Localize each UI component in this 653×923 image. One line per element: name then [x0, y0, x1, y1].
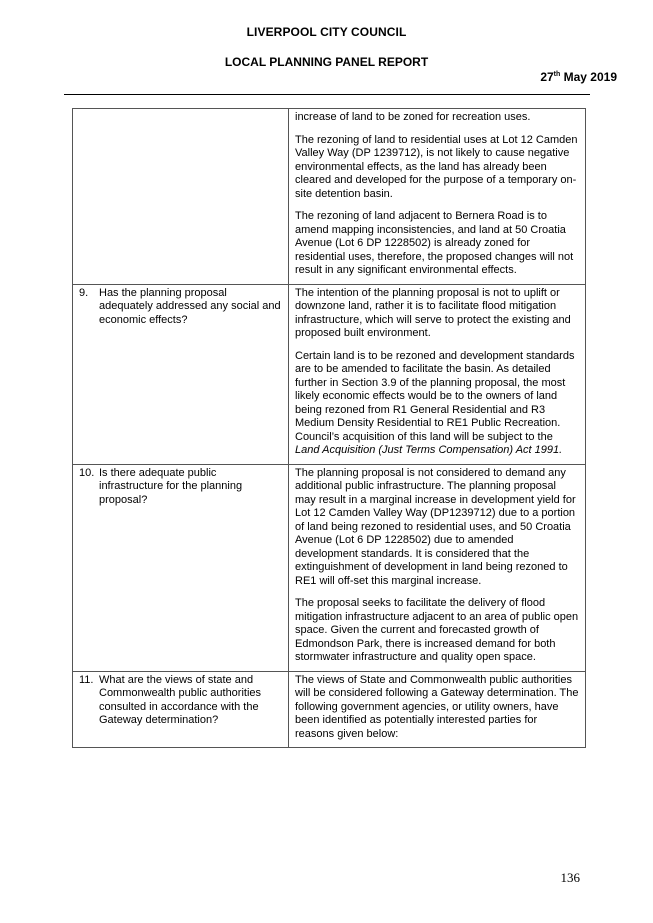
question-text: Has the planning proposal adequately addressed any social and economic effects?	[99, 286, 281, 326]
question-cell	[73, 284, 289, 464]
answer-text: Certain land is to be rezoned and development standards are to be amended to facilitate the basin. As detailed further in Section 3.9 of the planning proposal, the most likely economic effects would be to the owners of land being rezoned from R1 General Residential and R3 Medium Density Residential to RE1 Public Recreation. Council’s acquisition of this land will be subject to the	[295, 349, 575, 443]
answer-paragraph	[295, 350, 579, 458]
act-title: Land Acquisition (Just Terms Compensation) Act 1991.	[295, 444, 563, 456]
report-title: LOCAL PLANNING PANEL REPORT	[224, 55, 429, 69]
answer-cell	[289, 671, 586, 748]
question-cell	[73, 464, 289, 671]
answer-cell	[289, 284, 586, 464]
answer-paragraph: The proposal seeks to facilitate the delivery of flood mitigation infrastructure adjacent to an area of public open space. Given the current and forecasted growth of Edmondson Park, there is increased demand for both stormwater infrastructure and quality open space.	[295, 597, 579, 663]
table-row	[73, 284, 586, 464]
date-month-year: May 2019	[560, 70, 617, 84]
question-cell	[73, 109, 289, 285]
answer-paragraph: The intention of the planning proposal is not to uplift or downzone land, rather it is to facilitate flood mitigation infrastructure, which will serve to protect the existing and proposed built environment.	[295, 286, 571, 339]
answer-paragraph: increase of land to be zoned for recreation uses.	[295, 111, 531, 123]
table-row	[73, 464, 586, 671]
question-cell	[73, 671, 289, 748]
answer-cell	[289, 109, 586, 285]
table-row	[73, 109, 586, 285]
answer-paragraph: The planning proposal is not considered to demand any additional public infrastructure. The planning proposal may result in a marginal increase in development yield for Lot 12 Camden Valley Way (DP1239712) due to a portion of land being rezoned to residential uses, and 50 Croatia Avenue (Lot 6 DP 1228502) due to amended development standards. It is considered that the extinguishment of development in land being rezoned to RE1 will off-set this marginal increase.	[295, 466, 576, 587]
answer-paragraph: The views of State and Commonwealth public authorities will be considered following a Gateway determination. The following government agencies, or utility owners, have been identified as potentially interested parties for reasons given below:	[295, 673, 579, 740]
answer-paragraph: The rezoning of land to residential uses at Lot 12 Camden Valley Way (DP 1239712), is not likely to cause negative environmental effects, as the land has already been cleared and developed for the purpose of a temporary on-site detention basin.	[295, 133, 578, 200]
council-name: LIVERPOOL CITY COUNCIL	[246, 25, 407, 39]
answer-cell	[289, 464, 586, 671]
report-date	[540, 70, 617, 84]
question-number: 10.	[79, 466, 95, 479]
question-number: 9.	[79, 286, 89, 299]
question	[79, 287, 282, 328]
planning-questions-table	[72, 108, 586, 748]
question	[79, 467, 282, 508]
question-text: Is there adequate public infrastructure for the planning proposal?	[99, 466, 243, 506]
date-day: 27	[540, 70, 554, 84]
question	[79, 674, 282, 728]
answer-paragraph: The rezoning of land adjacent to Bernera Road is to amend mapping inconsistencies, and land at 50 Croatia Avenue (Lot 6 DP 1228502) is already zoned for residential uses, therefore, the proposed changes will not result in any significant environmental effects.	[295, 210, 574, 276]
header-rule	[64, 94, 590, 95]
page-number: 136	[560, 870, 580, 885]
date-suffix: th	[553, 71, 561, 78]
question-text: What are the views of state and Commonwealth public authorities consulted in accordance with the Gateway determination?	[99, 673, 262, 726]
question-number: 11.	[79, 673, 94, 686]
table-row	[73, 671, 586, 748]
